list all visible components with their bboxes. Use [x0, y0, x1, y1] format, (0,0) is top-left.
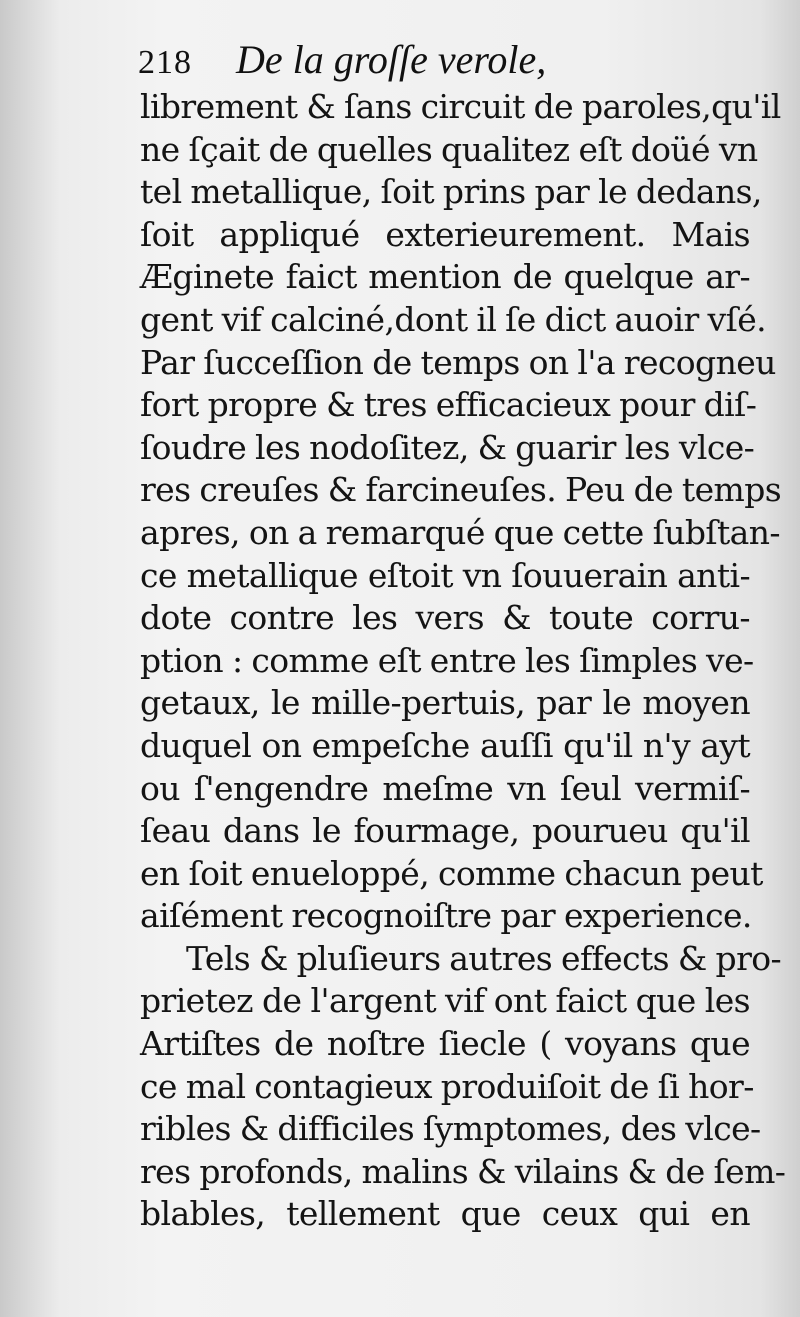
text-line: ne ſçait de quelles qualitez eſt doüé vn	[140, 129, 758, 169]
text-line: dote contre les vers & toute corru-	[140, 598, 750, 638]
text-line: res profonds, malins & vilains & de ſem-	[140, 1151, 786, 1191]
text-line: ce mal contagieux produiſoit de ſi hor-	[140, 1066, 754, 1106]
text-line: librement & ſans circuit de paroles,qu'il	[140, 87, 781, 126]
text-line-paragraph-start: Tels & pluſieurs autres effects & pro-	[186, 938, 782, 978]
text-line: ribles & difficiles ſymptomes, des vlce-	[140, 1109, 761, 1149]
text-line: ption : comme eſt entre les ſimples ve-	[140, 640, 754, 680]
text-line: apres, on a remarqué que cette ſubſtan-	[140, 512, 780, 552]
text-line: ſoudre les nodoſitez, & guarir les vlce-	[140, 427, 755, 467]
text-line: Æginete faict mention de quelque ar-	[140, 257, 750, 297]
text-line: ſeau dans le fourmage, pourueu qu'il	[140, 811, 750, 851]
text-line: aiſément recognoiſtre par experience.	[140, 896, 752, 936]
running-title: De la groſſe verole,	[236, 37, 547, 82]
page-number: 218	[138, 44, 192, 81]
text-line: prietez de l'argent vif ont faict que les	[140, 981, 750, 1021]
text-line: fort propre & tres efficacieux pour diſ-	[140, 385, 757, 425]
text-line: tel metallique, ſoit prins par le dedans,	[140, 172, 762, 212]
text-line: Artiſtes de noſtre ſiecle ( voyans que	[140, 1024, 750, 1064]
text-line: ce metallique eſtoit vn ſouuerain anti-	[140, 555, 750, 595]
text-line: res creuſes & farcineuſes. Peu de temps	[140, 470, 782, 510]
text-line: Par ſucceſſion de temps on l'a recogneu	[140, 342, 776, 382]
text-line: getaux, le mille-pertuis, par le moyen	[140, 683, 750, 723]
body-text	[140, 86, 786, 1236]
text-line: duquel on empeſche auſſi qu'il n'y ayt	[140, 725, 750, 765]
text-line: gent vif calciné,dont il ſe dict auoir vſé.	[140, 299, 767, 339]
text-line: blables, tellement que ceux qui en	[140, 1194, 750, 1234]
text-line: ou ſ'engendre meſme vn ſeul vermiſ-	[140, 768, 750, 808]
text-line: en ſoit enueloppé, comme chacun peut	[140, 853, 763, 893]
text-line: ſoit appliqué exterieurement. Mais	[140, 214, 750, 254]
